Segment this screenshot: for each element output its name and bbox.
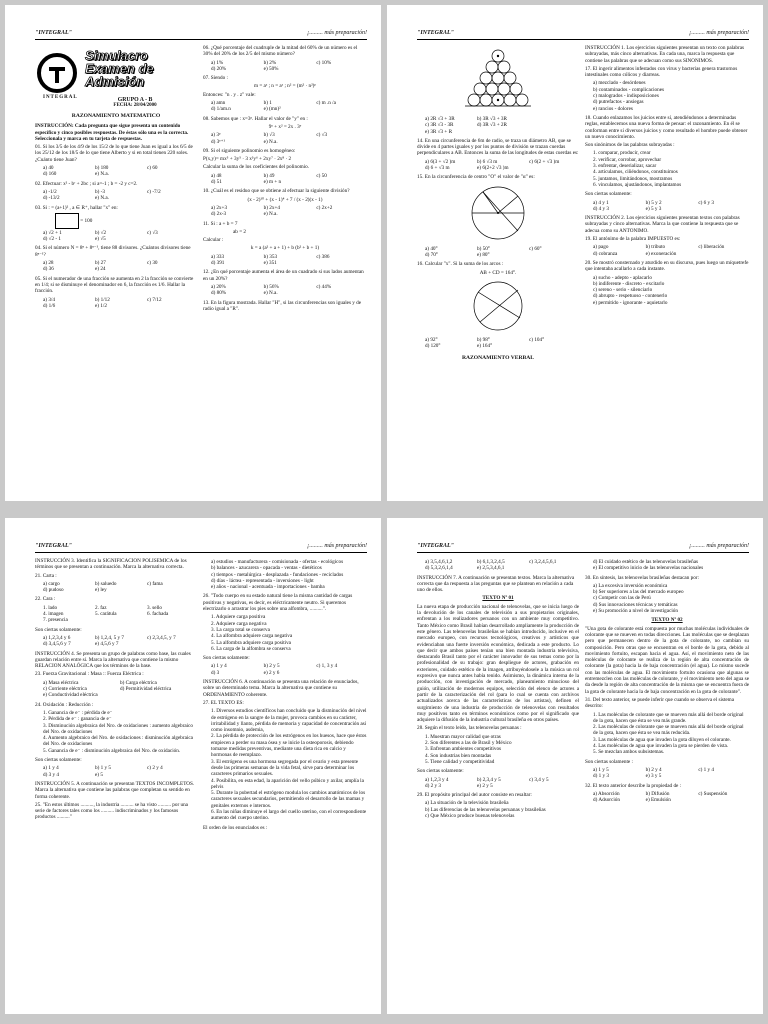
- options-19: a) pago b) tributo c) liberación d) cobranza e) exoneración: [593, 244, 725, 257]
- question-20: 20. Se mostró consternado y aturdido en su discurso, pues luego un míquetrefe que intentaba acallarlo a cada instante.: [585, 259, 749, 273]
- text-1-body: La nueva etapa de producción nacional de telenovelas, que se inicia luego de la devolución de los canales de televisión a sus propietarios originales, enfrentan a los realizadores peruanos con un ambiente muy competitivo. Tanto México como Brasil habían desarrollado ampliamente la producción de este género. Las telenovelas brasileñas se habían introducido, inclusive en el mercado europeo, con recursos tecnológicos, creativos y artísticos que evidenciaban una fuerte inversión económica, dedicada a este producto. Lo que decir que ambos países tenían una bien montada industria televisiva, destacando Brasil tanto por el carácter innovador de sus temas como por la profesionalidad de su trabajo: gran despliegue de actores, grabación en exteriores, cuidado estético de la imagen, atribuyéndosele a la música un rol expresivo que nunca antes había tenido. Asimismo, la dinámica interna de la producción, con investigación de mercado, planeamiento minucioso del guión, utilización de modernos equipos, selección del elenco de actores a partir de la caracterización del rol (para lo cual se cuenta con archivos actualizados acerca de las características de los artistas), definen el surgimiento de una industria de producción de telenovelas con resultados muy positivos tanto en términos económicos como por el significado que adquiere la difusión de la industria cultural brasileña en otros países.: [417, 603, 579, 724]
- options-31: a) 1 y 5 b) 2 y 4 c) 1 y 4 d) 1 y 3 e) 3 y 5: [593, 766, 715, 780]
- question-09: 09. Si el siguiente polinomio es homogéneo:: [203, 147, 296, 154]
- question-13: 13. En la figura mostrada. Hallar "H", si las circunferencias son iguales y de radio igual a "R".: [203, 299, 362, 312]
- question-04: 04. Si el número N = 8ⁿ + 8ⁿ⁻¹, tiene 88 divisores. ¿Cuántos divisores tiene 8ⁿ⁻¹?: [35, 245, 191, 258]
- options-20: a) sucho - adepto - aplacarlo b) indiferente - discreto - excitarlo c) sereno - serio - silenciarlo d) abrupto - respetuoso - contenerlo e) permitido - ignorante - aquietarlo: [593, 274, 668, 306]
- instruction-4: INSTRUCCIÓN 4. Se presenta un grupo de palabras como base, las cuales guardan relación entre sí. Marca la alternativa que contiene la mismo RELACION ANALÓGICA que los términos de la base.: [35, 650, 191, 670]
- question-22: 22. Cara :: [35, 596, 56, 603]
- question-07: 07. Siendo :: [203, 75, 228, 82]
- page-3: "INTEGRAL" ¡......... más preparación! INSTRUCCIÓN 3. Identifica la SIGNIFICACION POLISEMICA de los términos que se presentan a continuación. Marca la alternativa correcta. 21. Carta : a) cargo b) saluedo c) fama d) pudoso e) ley 22. Cara : 1. lado 2. faz 3. sello 4. imagen 5. carátula 6. fachada 7. presencia Son ciertas solamente: a) 1,2,3,4 y 6 b) 1,2,4, 5 y 7 c) 2,3,4,5, y 7 d) 3,4,5,6 y 7 e) 4,5,6 y 7 INSTRUCCIÓN 4. Se presenta un grupo de palabras como base, las cuales guardan relación entre sí. Marca la alternativa que contiene la mismo RELACION ANALÓGICA que los términos de la base. 23. Fuerza Gravitacional : Masa :: Fuerza Eléctrica : a) Masa eléctrica b) Carga eléctrica c) Corriente eléctrica d) Permitividad eléctrica e) Conductividad eléctrica 24. Oxidación : Reducción : 1. Ganancia de e⁻ : pérdida de e⁻ 2. Pérdida de e⁻ : ganancia de e⁻ 3. Disminución algebraica del Nro. de oxidaciones : aumento algebraico del Nro. de oxidaciones 4. Aumento algebraico del Nro. de oxidaciones : disminución algebraica del Nro. de oxidaciones 5. Ganancia de e⁻ : disminución algebraica del Nro. de oxidación. Son ciertas solamente: a) 1 y 4 b) 1 y 5 c) 2 y 4 d) 3 y 4 e) 5 INSTRUCCIÓN 5. A continuación se presentan TEXTOS INCOMPLETOS. Marca la alternativa que contiene las palabras que completan su sentido en forma coherente. 25. "En estos últimos .........., la industria .......... se ha visto .......... por una serie de factores tales como los .......... indiscriminados y los famosos productos .........." a) estudios - manufacturera - comisionada - ofertas - ecológicos b) balances - azucarera - opacada - ventas - dietéticos c) tiempos - metalúrgica - desplazada - fundaciones - reciclados d) días - láctea - representada - inversiones - light e) años - nacional - acentuada - importaciones - bamba 26. "Todo cuerpo en su estado natural tiene la misma cantidad de cargas positivas y negativas, es decir, es eléctricamente neutro. Si queremos electrizarlo o arrastrar los pies sobre una alfombra, ..........". 1. Adquiere carga positiva 2. Adquiere carga negativa 3. La carga total se conserva 4. La alfombra adquiere carga negativa 5. La alfombra adquiere carga positiva 6. La carga de la alfombra se conserva Son ciertas solamente: a) 1 y 4 b) 2 y 5 c) 1, 3 y 4 d) 3 e) 2 y 6 INSTRUCCIÓN 6. A continuación se presenta una relación de enunciados, sobre un determinado tema. Marca la alternativa que contiene su ORDENAMIENTO coherente. 27. EL TEXTO ES: 1. Diversos estudios científicos han concluido que la disminución del nivel de estrógeno en la sangre de la mujer, provoca cambios en su carácter, irritabilidad y llanto, pérdida de memoria y capacidad de concentración así como insomnio, asdemia, 2. La pérdida de protección de los estrógenos en los huesos, hace que éstos empiecen a perder su masa ósea y se inicie la osteoporosis, debiendo tomarse medidas preventivas, mediante una dieta rica en calcio y hormonas de reemplazo. 3. El estrógeno es una hormona segregada por el ovario y esta presente desde las primeras semanas de la vida fetal, sirve para determinar los caracteres primarios sexuales. 4. Posibilita, en esta edad, la aparición del vello púbico y axilar, amplía la pelvis 5. Durante la pubertad el estrógeno modula los cambios anatómicos de los caracteres sexuales secundarios, permitiendo el desarrollo de las mamas y genitales externos e internos. 6. En las niñas diminuye el largo del cuello uterino, con el correspondiente aumento del cuerpo uterino. El orden de los enunciados es :: [5, 518, 381, 1014]
- question-19: 19. El antónimo de la palabra IMPUESTO es:: [585, 236, 681, 243]
- section-title: RAZONAMIENTO MATEMATICO: [71, 113, 161, 119]
- list-18: 1. comparar, producir, crear 2. verificar, corrobar, aprovechar 3. enfrentar, deserializar, sacar 4. articulamos, ciñéndonos, constituimos 5. juntamos, limitándonos, mostramos 6. vinculamos, ajustándonos, implantamos: [593, 150, 682, 188]
- question-28: 28. Según el texto leído, las telenovelas peruanas :: [417, 725, 522, 732]
- logo-title: Simulacro Examen de Admisión: [85, 48, 154, 89]
- question-29: 29. El propósito principal del autor consiste en resaltar:: [417, 792, 532, 799]
- question-08: 08. Sabemos que : x=3ᵖ. Hallar el valor de "y" en :: [203, 115, 308, 122]
- options-14: a) 6(3 + √2 )m b) 6 √3 m c) 6(2 + √3 )m d) 6 + √3 m e) 6(2+2 √3 )m: [425, 158, 560, 172]
- question-11: 11. Si : a + b = 7: [203, 220, 238, 227]
- instruction-7: INSTRUCCIÓN 7. A continuación se presentan textos. Marca la alternativa correcta que da respuesta a las preguntas que se plantean en relación a cada uno de ellos.: [417, 574, 575, 594]
- options-15: a) 40° b) 50° c) 60° d) 70° e) 80°: [425, 245, 542, 258]
- instruction-2: INSTRUCCIÓN 2. Los ejercicios siguientes presentan textos con palabras subrayadas y cinco alternativas. Marca la que contiene la respuesta que se adecua como su ANTONIMO.: [585, 215, 740, 234]
- instruction: INSTRUCCIÓN: Cada pregunta que sigue presenta un contenido específico y cinco posibles respuestas. De éstas sólo una es la correcta. Seleccionala y marca en tu tarjeta de respuestas.: [35, 123, 189, 142]
- page-header: [35, 29, 367, 40]
- options-28: a) 1,2,3 y 4 b) 2,3,4 y 5 c) 3,4 y 5 d) 2 y 3 e) 2 y 5: [425, 776, 549, 789]
- options-26: a) 1 y 4 b) 2 y 5 c) 1, 3 y 4 d) 3 e) 2 y 6: [211, 663, 338, 676]
- options-12: a) 20% b) 56% c) 44% d) 80% e) N.a.: [211, 283, 332, 297]
- instruction-1: INSTRUCCIÓN 1. Los ejercicios siguientes presentan un texto con palabras subrayadas, más cinco alternativas. En cada una, marca la respuesta que contiene las palabras que se adecuan como sus SINONIMOS.: [585, 45, 745, 64]
- options-04: a) 28 b) 27 c) 30 d) 36 e) 24: [43, 260, 158, 273]
- circle-angle-figure: [463, 183, 533, 243]
- question-03: 03. Si : = (a+1)² , a ∈ R⁺, hallar "x" en:: [35, 204, 118, 211]
- options-03: a) √2 + 1 b) √2 c) √3 d) √2 - 1 e) √5: [43, 229, 158, 243]
- options-25: a) estudios - manufacturera - comisionada - ofertas - ecológicos b) balances - azucarera - opacada - ventas - dietéticos c) tiempos - metalúrgica - desplazada - fundaciones - reciclados d) días - láctea - representada - inversiones - light e) años - nacional - acentuada - importaciones - bamba: [211, 559, 344, 591]
- options-21: a) cargo b) saluedo c) fama d) pudoso e) ley: [43, 580, 163, 594]
- options-22: a) 1,2,3,4 y 6 b) 1,2,4, 5 y 7 c) 2,3,4,5, y 7 d) 3,4,5,6 y 7 e) 4,5,6 y 7: [43, 634, 176, 648]
- question-25: 25. "En estos últimos .........., la industria .......... se ha visto .......... por una serie de factores tales como los .......... indiscriminados y los famosos productos ..........": [35, 801, 188, 821]
- list-24: 1. Ganancia de e⁻ : pérdida de e⁻ 2. Pérdida de e⁻ : ganancia de e⁻ 3. Disminución algebraica del Nro. de oxidaciones : aumento algebraico del Nro. de oxidaciones 4. Aumento algebraico del Nro. de oxidaciones : disminución algebraica del Nro. de oxidaciones 5. Ganancia de e⁻ : disminución algebraica del Nro. de oxidación.: [43, 709, 193, 754]
- question-21: 21. Carta :: [35, 572, 57, 579]
- options-01: a) 40 b) 180 c) 60 d) 160 e) N.a.: [43, 165, 158, 178]
- question-16: 16. Calcular "x". Si la suma de los arcos :: [417, 261, 504, 268]
- page-header: "INTEGRAL" ¡......... más preparación!: [35, 542, 367, 553]
- text-2-body: "Una gota de colorante está compuesta por muchas moléculas individuales de colorante que se mueven en todas direcciones. Las moléculas que se desplazan pero que permanecen dentro de la gota de colorante, no cambian su composición. Pero otras que se encuentran en el borde de la gota, debido al movimiento fortuito, escapan hacia el agua. Así, el movimiento neto de las moléculas de colorante se realiza de la región de alta concentración de colorante (la gota) hacia la de baja concentración (el agua). Lo mismo sucede con las moléculas de agua. El movimiento fortuito ocasiona que algunas se entremezclen con las moléculas de colorante, y el movimiento neto del agua se da desde la región de alta concentración de la misma que se encuentra fuera de la gota de colorante hacia la de baja concentración en la gota de colorante".: [585, 625, 749, 695]
- question-14: 14. En una circunferencia de 6m de radio, se traza un diámetro AB, que se divide en 4 partes iguales y por los puntos de división se trazan cuerdas perpendiculares a AB. Entonces la suma de las longitudes de estas cuerdas es:: [417, 137, 579, 157]
- integral-logo-icon: [37, 53, 77, 93]
- list-28: 1. Muestran mayor calidad que otras 2. Son diferentes a las de Brasil y México 3. Enfrentan ambientes competitivos 4. Son industrias bien montadas 5. Tiene calidad y competitividad: [425, 733, 512, 765]
- options-06: a) 1% b) 2% c) 10% d) 20% e) 50%: [211, 59, 332, 72]
- options-23: a) Masa eléctrica b) Carga eléctrica c) Corriente eléctrica d) Permitividad eléctrica e) Conductividad eléctrica: [43, 679, 172, 699]
- section-title: RAZONAMIENTO VERBAL: [461, 355, 535, 362]
- question-10: 10. ¿Cuál es el residuo que se obtiene al efectuar la siguiente división?: [203, 188, 350, 195]
- question-26: 26. "Todo cuerpo en su estado natural tiene la misma cantidad de cargas positivas y negativas, es decir, es eléctricamente neutro. Si queremos electrizarlo o arrastrar los pies sobre una alfombra, ..........".: [203, 593, 353, 613]
- options-29-cont: d) El cuidado estético de las telenovelas brasileñas e) El competitivo inicio de las telenovelas nacionales: [593, 559, 704, 572]
- question-30: 30. En síntesis, las telenovelas brasileñas destacan por:: [585, 574, 699, 581]
- options-27: a) 3,5,4,6,1,2 b) 6,1,3,2,4,5 c) 3,2,4,5,6,1 d) 5,3,2,6,1,4 e) 2,5,3,4,6,1: [425, 559, 557, 572]
- options-13: a) 2R √3 + 3R b) 3R √3 + 3R c) 3R √3 - 3R d) 3R √3 + 2R e) 3R √3 + R: [425, 116, 507, 135]
- question-06: 06. ¿Qué porcentaje del cuadruple de la mitad del 60% de un número es el 30% del 20% de los 2/5 del mismo número?: [203, 45, 358, 58]
- options-24: a) 1 y 4 b) 1 y 5 c) 2 y 4 d) 3 y 4 e) 5: [43, 765, 163, 778]
- text-1-title: TEXTO Nº 01: [482, 595, 514, 602]
- question-17: 17. El ingerir alimentos infestados con virus y bacterias genera trastornos intestinales como cólicos y diarreas.: [585, 65, 738, 79]
- page-header: "INTEGRAL" ¡......... más preparación!: [417, 29, 749, 40]
- header-right: ¡......... más preparación!: [307, 30, 367, 36]
- options-16: a) 92° b) 98° c) 104° d) 120° e) 164°: [425, 336, 545, 350]
- instruction-6: INSTRUCCIÓN 6. A continuación se presenta una relación de enunciados, sobre un determinado tema. Marca la alternativa que contiene su ORDENAMIENTO coherente.: [203, 679, 359, 698]
- options-11: a) 333 b) 353 c) 386 d) 391 e) 351: [211, 253, 330, 267]
- list-31: 1. Las moléculas de colorante que se mueven más allá del borde original de la gota, hacen que ésta se vea más grande. 2. Las moléculas de colorante que se mueven más allá del borde original de la gota, hacen que ésta se vea más reducida. 3. Las moléculas de agua que invaden la gota diluyen el colorante. 4. Las moléculas de agua que invaden la gota se pierden de vista. 5. Se mezclan ambos subsistemas.: [593, 711, 744, 756]
- question-02: 02. Efectuar: x² - bʳ + 2bc ; si a=-1 ; b = -2 y c=2.: [35, 180, 138, 187]
- options-30: a) La excesiva inversión económica b) Ser superiores a las del mercado europeo c) Competir con las de Perú d) Sus innovaciones técnicas y temáticas e) Su promoción a nivel de investigación: [593, 582, 684, 615]
- question-23: 23. Fuerza Gravitacional : Masa :: Fuerza Eléctrica :: [35, 671, 144, 678]
- options-18: a) 4 y 1 b) 5 y 2 c) 6 y 3 d) 4 y 3 e) 5 y 3: [593, 199, 715, 212]
- list-22: 1. lado 2. faz 3. sello 4. imagen 5. carátula 6. fachada 7. presencia: [43, 604, 169, 624]
- page-2: "INTEGRAL" ¡......... más preparación! a) 2R √3 + 3R b) 3R √3 + 3R c) 3R √3 - 3R d) 3R √3 + 2R e) 3R √3 + R 14. En una circunferencia de 6m de radio, se traza un diámetro AB, que se divide en 4 partes iguales y por los puntos de división se trazan cuerdas perpendiculares a AB. Entonces la suma de las longitudes de estas cuerdas es: a) 6(3 + √2 )m b) 6 √3 m c) 6(2 + √3 )m d) 6 + √3 m e) 6(2+2 √3 )m 15. En la circunferencia de centro "O" el valor de "α" es: a) 40° b) 50° c) 60° d) 70° e) 80° 16. Calcular "x". Si la suma de los arcos : AB + CD = 164°. a) 92° b) 98° c) 104° d) 120° e) 164° RAZONAMIENTO VERBAL INSTRUCCIÓN 1. Los ejercicios siguientes presentan un texto con palabras subrayadas, más cinco alternativas. En cada una, marca la respuesta que contiene las palabras que se adecuan como sus SINONIMOS. 17. El ingerir alimentos infestados con virus y bacterias genera trastornos intestinales como cólicos y diarreas. a) mezclado - desórdenes b) contaminados - complicaciones c) malogrados - indisposiciones d) putrefactos - ansiegas e) rancios - dolores 18. Cuando enlazamos los juicios entre sí, atendiéndonos a determinadas reglas, establecemos una nueva forma de pensar: el razonamiento. En él se conforman entre sí diversos juicios y como resultado el hombre puede obtener un nuevo conocimiento. Son sinónimos de las palabras subrayadas : 1. comparar, producir, crear 2. verificar, corrobar, aprovechar 3. enfrentar, deserializar, sacar 4. articulamos, ciñéndonos, constituimos 5. juntamos, limitándonos, mostramos 6. vinculamos, ajustándonos, implantamos Son ciertas solamente: a) 4 y 1 b) 5 y 2 c) 6 y 3 d) 4 y 3 e) 5 y 3 INSTRUCCIÓN 2. Los ejercicios siguientes presentan textos con palabras subrayadas y cinco alternativas. Marca la que contiene la respuesta que se adecua como su ANTONIMO. 19. El antónimo de la palabra IMPUESTO es: a) pago b) tributo c) liberación d) cobranza e) exoneración 20. Se mostró consternado y aturdido en su discurso, pues luego un míquetrefe que intentaba acallarlo a cada instante. a) sucho - adepto - aplacarlo b) indiferente - discreto - excitarlo c) sereno - serio - silenciarlo d) abrupto - respetuoso - contenerlo e) permitido - ignorante - aquietarlo: [387, 5, 763, 501]
- options-02: a) -1/2 b) -3 c) -7/2 d) -13/2 e) N.a.: [43, 188, 161, 202]
- stacked-circles-figure: [463, 47, 533, 113]
- question-18: 18. Cuando enlazamos los juicios entre sí, atendiéndonos a determinadas reglas, establecemos una nueva forma de pensar: el razonamiento. En él se conforman entre sí diversos juicios y como resultado el hombre puede obtener un nuevo conocimiento.: [585, 114, 748, 140]
- exam-logo: Simulacro Examen de Admisión INTEGRAL GRUPO A - B FECHA: 28/04/2000: [35, 45, 197, 107]
- question-24: 24. Oxidación : Reducción :: [35, 701, 94, 708]
- question-31: 31. Del texto anterior, se puede inferir que cuando se observa el sistema descrito:: [585, 696, 735, 710]
- question-12: 12. ¿En qué porcentaje aumenta el área de un cuadrado si sus lados aumentan en un 20%?: [203, 269, 364, 282]
- list-26: 1. Adquiere carga positiva 2. Adquiere carga negativa 3. La carga total se conserva 4. La alfombra adquiere carga negativa 5. La alfombra adquiere carga positiva 6. La carga de la alfombra se conserva: [211, 614, 293, 652]
- options-32: a) Absorción b) Difusión c) Suspensión d) Adsorción e) Emulsión: [593, 790, 728, 804]
- page-4: "INTEGRAL" ¡......... más preparación! a) 3,5,4,6,1,2 b) 6,1,3,2,4,5 c) 3,2,4,5,6,1 d) 5,3,2,6,1,4 e) 2,5,3,4,6,1 INSTRUCCIÓN 7. A continuación se presentan textos. Marca la alternativa correcta que da respuesta a las preguntas que se plantean en relación a cada uno de ellos. TEXTO Nº 01 La nueva etapa de producción nacional de telenovelas, que se inicia luego de la devolución de los canales de televisión a sus propietarios originales, enfrentan a los realizadores peruanos con un ambiente muy competitivo. Tanto México como Brasil habían desarrollado ampliamente la producción de este género. Las telenovelas brasileñas se habían introducido, inclusive en el mercado europeo, con recursos tecnológicos, creativos y artísticos que evidenciaban una fuerte inversión económica, dedicada a este producto. Lo que decir que ambos países tenían una bien montada industria televisiva, destacando Brasil tanto por el carácter innovador de sus temas como por la profesionalidad de su trabajo: gran despliegue de actores, grabación en exteriores, cuidado estético de la imagen, atribuyéndosele a la música un rol expresivo que nunca antes había tenido. Asimismo, la dinámica interna de la producción, con investigación de mercado, planeamiento minucioso del guión, utilización de modernos equipos, selección del elenco de actores a partir de la caracterización del rol (para lo cual se cuenta con archivos actualizados acerca de las características de los artistas), definen el surgimiento de una industria de producción de telenovelas con resultados muy positivos tanto en términos económicos como por el significado que adquiere la difusión de la industria cultural brasileña en otros países. 28. Según el texto leído, las telenovelas peruanas : 1. Muestran mayor calidad que otras 2. Son diferentes a las de Brasil y México 3. Enfrentan ambientes competitivos 4. Son industrias bien montadas 5. Tiene calidad y competitividad Son ciertas solamente: a) 1,2,3 y 4 b) 2,3,4 y 5 c) 3,4 y 5 d) 2 y 3 e) 2 y 5 29. El propósito principal del autor consiste en resaltar: a) La situación de la televisión brasileña b) Las diferencias de las telenovelas peruanas y brasileñas c) Que México produce buenas telenovelas d) El cuidado estético de las telenovelas brasileñas e) El competitivo inicio de las telenovelas nacionales 30. En síntesis, las telenovelas brasileñas destacan por: a) La excesiva inversión económica b) Ser superiores a las del mercado europeo c) Competir con las de Perú d) Sus innovaciones técnicas y temáticas e) Su promoción a nivel de investigación TEXTO Nº 02 "Una gota de colorante está compuesta por muchas moléculas individuales de colorante que se mueven en todas direcciones. Las moléculas que se desplazan pero que permanecen dentro de la gota de colorante, no cambian su composición. Pero otras que se encuentran en el borde de la gota, debido al movimiento fortuito, escapan hacia el agua. Así, el movimiento neto de las moléculas de colorante se realiza de la región de alta concentración de colorante (la gota) hacia la de baja concentración (el agua). Lo mismo sucede con las moléculas de agua. El movimiento fortuito ocasiona que algunas se entremezclen con las moléculas de colorante, y el movimiento neto del agua se da desde la región de alta concentración de la misma que se encuentra fuera de la gota de colorante hacia la de baja concentración en la gota de colorante". 31. Del texto anterior, se puede inferir que cuando se observa el sistema descrito: 1. Las moléculas de colorante que se mueven más allá del borde original de la gota, hacen que ésta se vea más grande. 2. Las moléculas de colorante que se mueven más allá del borde original de la gota, hacen que ésta se vea más reducida. 3. Las moléculas de agua que invaden la gota diluyen el colorante. 4. Las moléculas de agua que invaden la gota se pierden de vista. 5. Se mezclan ambos subsistemas. Son ciertas solamente : a) 1 y 5 b) 2 y 4 c) 1 y 4 d) 1 y 3 e) 3 y 5 32. El texto anterior describe la propiedad de : a) Absorción b) Difusión c) Suspensión d) Adsorción e) Emulsión: [387, 518, 763, 1014]
- arcs-figure: [458, 278, 538, 334]
- options-29: a) La situación de la televisión brasileña b) Las diferencias de las telenovelas peruanas y brasileñas c) Que México produce buenas telenovelas: [425, 800, 546, 819]
- options-17: a) mezclado - desórdenes b) contaminados - complicaciones c) malogrados - indisposiciones d) putrefactos - ansiegas e) rancios - dolores: [593, 80, 665, 112]
- page-1: "INTEGRAL" ¡......... más preparación! Simulacro Examen de Admisión INTEGRAL GRUPO A - B FECHA: 28/04/2000 RAZONAMIENTO MATEMATICO INSTRUCCIÓN: Cada pregunta que sigue presenta un contenido específico y cinco posibles respuestas. De éstas sólo una es la correcta. Seleccionala y marca en tu tarjeta de respuestas. 01. Si los 3/5 de los 4/9 de los 15/2 de lo que tiene Juan es igual a los 6/5 de los 25/12 de los 18/5 de lo que tiene Alberto y si en total tienen 220 soles. ¿Cuánto tiene Juan? a) 40 b) 180 c) 60 d) 160 e) N.a. 02. Efectuar: x² - bʳ + 2bc ; si a=-1 ; b = -2 y c=2. a) -1/2 b) -3 c) -7/2 d) -13/2 e) N.a. 03. Si : = (a+1)² , a ∈ R⁺, hallar "x" en: = 100 a) √2 + 1 b) √2 c) √3 d) √2 - 1 e) √5 04. Si el número N = 8ⁿ + 8ⁿ⁻¹, tiene 88 divisores. ¿Cuántos divisores tiene 8ⁿ⁻¹? a) 28 b) 27 c) 30 d) 36 e) 24 05. Si el numerador de una fracción se aumenta en 2 la fracción se convierte en 1/4; si se disminuye el denominador en 6, la fracción es 1/6. Hallar la fracción. a) 3/4 b) 1/12 c) 7/12 d) 1/6 e) 1/2 06. ¿Qué porcentaje del cuadruple de la mitad del 60% de un número es el 30% del 20% de los 2/5 del mismo número? a) 1% b) 2% c) 10% d) 20% e) 50% 07. Siendo : m = aᵃ ; n = aᵃ ; n² = (m² · n²)ᵖ Entonces: "n . y . z" vale: a) amn b) 1 c) m .n /a d) 1/am.n e) (mn)² 08. Sabemos que : x=3ᵖ. Hallar el valor de "y" en : 9ʸ + x² = 2x . 3ʸ a) 3ᵖ b) √3 c) √3 d) 3ʸ⁺¹ e) N.a. 09. Si el siguiente polinomio es homogéneo: P(x,y)= mx⁵ + 3y⁵ · 3 x²y⁶ + 2xy⁷ · 2x⁸ · 2 Calcular la suma de los coeficientes del polinomio. a) 48 b) 49 c) 50 d) 51 e) m + n 10. ¿Cuál es el residuo que se obtiene al efectuar la siguiente división? (x - 2)¹⁰ + (x - 1)⁴ + 7 / (x - 2)(x - 1) a) 2x+3 b) 2x+4 c) 2x+2 d) 2x-3 e) N.a. 11. Si : a + b = 7 ab = 2 Calcular : k = a (a² + a + 1) + b (b² + b + 1) a) 333 b) 353 c) 386 d) 391 e) 351 12. ¿En qué porcentaje aumenta el área de un cuadrado si sus lados aumentan en un 20%? a) 20% b) 56% c) 44% d) 80% e) N.a. 13. En la figura mostrada. Hallar "H", si las circunferencias son iguales y de radio igual a "R".: [5, 5, 381, 501]
- instruction-3: INSTRUCCIÓN 3. Identifica la SIGNIFICACION POLISEMICA de los términos que se presentan a continuación. Marca la alternativa correcta.: [35, 558, 187, 571]
- instruction-5: INSTRUCCIÓN 5. A continuación se presentan TEXTOS INCOMPLETOS. Marca la alternativa que contiene las palabras que completan su sentido en forma coherente.: [35, 780, 195, 800]
- options-10: a) 2x+3 b) 2x+4 c) 2x+2 d) 2x-3 e) N.a.: [211, 204, 333, 218]
- list-27: 1. Diversos estudios científicos han concluido que la disminución del nivel de estrógeno en la sangre de la mujer, provoca cambios en su carácter, irritabilidad y llanto, pérdida de memoria y capacidad de concentración así como insomnio, asdemia, 2. La pérdida de protección de los estrógenos en los huesos, hace que éstos empiecen a perder su masa ósea y se inicie la osteoporosis, debiendo tomarse medidas preventivas, mediante una dieta rica en calcio y hormonas de reemplazo. 3. El estrógeno es una hormona segregada por el ovario y esta presente desde las primeras semanas de la vida fetal, sirve para determinar los caracteres primarios sexuales. 4. Posibilita, en esta edad, la aparición del vello púbico y axilar, amplía la pelvis 5. Durante la pubertad el estrógeno modula los cambios anatómicos de los caracteres sexuales secundarios, permitiendo el desarrollo de las mamas y genitales externos e internos. 6. En las niñas diminuye el largo del cuello uterino, con el correspondiente aumento del cuerpo uterino.: [211, 708, 367, 822]
- question-15: 15. En la circunferencia de centro "O" el valor de "α" es:: [417, 174, 535, 181]
- question-05: 05. Si el numerador de una fracción se aumenta en 2 la fracción se convierte en 1/4; si se disminuye el denominador en 6, la fracción es 1/6. Hallar la fracción.: [35, 275, 194, 295]
- options-08: a) 3ᵖ b) √3 c) √3 d) 3ʸ⁺¹ e) N.a.: [211, 132, 328, 145]
- question-01: 01. Si los 3/5 de los 4/9 de los 15/2 de lo que tiene Juan es igual a los 6/5 de los 25/12 de los 18/5 de lo que tiene Alberto y si en total tienen 220 soles. ¿Cuánto tiene Juan?: [35, 144, 193, 163]
- nested-boxes-figure: = 100: [55, 213, 197, 229]
- question-27: 27. EL TEXTO ES:: [203, 699, 244, 706]
- header-left: "INTEGRAL": [35, 30, 72, 36]
- text-2-title: TEXTO Nº 02: [651, 617, 683, 624]
- options-09: a) 48 b) 49 c) 50 d) 51 e) m + n: [211, 172, 327, 186]
- options-07: a) amn b) 1 c) m .n /a d) 1/am.n e) (mn)²: [211, 100, 336, 113]
- options-05: a) 3/4 b) 1/12 c) 7/12 d) 1/6 e) 1/2: [43, 296, 162, 309]
- page-header: "INTEGRAL" ¡......... más preparación!: [417, 542, 749, 553]
- question-32: 32. El texto anterior describe la propiedad de :: [585, 782, 682, 789]
